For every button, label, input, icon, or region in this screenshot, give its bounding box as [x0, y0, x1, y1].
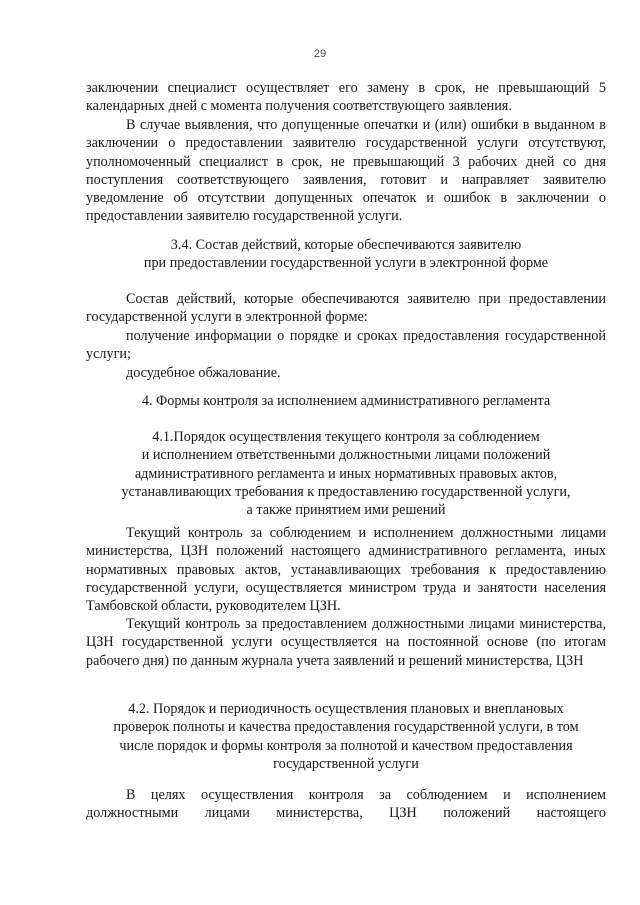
- paragraph-replacement-term: заключении специалист осуществляет его замену в срок, не превышающий 5 календарных дней с момента получения соответствующего заявления.: [86, 80, 606, 115]
- heading-3-4-line-1: 3.4. Состав действий, которые обеспечиваются заявителю: [170, 237, 522, 253]
- heading-4-1-line-2: и исполнением ответственными должностными лицами положений: [141, 447, 551, 464]
- heading-4-1: [86, 428, 606, 519]
- heading-3-4: [86, 236, 606, 273]
- heading-4-2-line-2: проверок полноты и качества предоставления государственной услуги, в том: [113, 719, 579, 736]
- list-item-information: получение информации о порядке и сроках предоставления государственной услуги;: [86, 328, 606, 363]
- paragraph-control-basis: Текущий контроль за предоставлением должностными лицами министерства, ЦЗН государственной услуги осуществляется на постоянной основе (по итогам рабочего дня) по данным журнала учета заявлений и решений министерства, ЦЗН: [86, 616, 606, 669]
- heading-4-1-line-1: 4.1.Порядок осуществления текущего контроля за соблюдением: [152, 429, 540, 445]
- paragraph-actions-list-intro: Состав действий, которые обеспечиваются заявителю при предоставлении государственной услуги в электронной форме:: [86, 291, 606, 326]
- page-number: 29: [313, 48, 327, 60]
- heading-4-1-line-5: а также принятием ими решений: [246, 502, 446, 519]
- paragraph-no-errors-found: В случае выявления, что допущенные опечатки и (или) ошибки в выданном в заключении о предоставлении заявителю государственной услуги отсутствуют, уполномоченный специалист в срок, не превышающий 3 рабочих дней со дня поступления соответствующего заявления, готовит и направляет заявителю уведомление об отсутствии допущенных опечаток и ошибок в заключении о предоставлении заявителю государственной услуги.: [86, 117, 606, 225]
- heading-4-2: [86, 700, 606, 773]
- heading-4: 4. Формы контроля за исполнением административного регламента: [141, 393, 551, 409]
- heading-3-4-line-2: при предоставлении государственной услуги в электронной форме: [143, 255, 549, 272]
- heading-4-1-line-4: устанавливающих требования к предоставлению государственной услуги,: [121, 483, 571, 500]
- heading-4-2-line-4: государственной услуги: [273, 755, 419, 772]
- heading-4-2-line-3: числе порядок и формы контроля за полнотой и качеством предоставления: [119, 737, 573, 754]
- list-item-appeal: досудебное обжалование.: [126, 365, 281, 381]
- heading-4-1-line-3: административного регламента и иных нормативных правовых актов,: [134, 465, 558, 482]
- paragraph-current-control: Текущий контроль за соблюдением и исполнением должностными лицами министерства, ЦЗН положений настоящего административного регламента, иных нормативных правовых актов, устанавливающих требования к предоставлению государственной услуги, осуществляется министром труда и занятости населения Тамбовской области, руководителем ЦЗН.: [86, 525, 606, 615]
- heading-4-2-line-1: 4.2. Порядок и периодичность осуществления плановых и внеплановых: [128, 701, 564, 717]
- paragraph-control-purpose: В целях осуществления контроля за соблюдением и исполнением должностными лицами министерства, ЦЗН положений настоящего: [86, 787, 606, 822]
